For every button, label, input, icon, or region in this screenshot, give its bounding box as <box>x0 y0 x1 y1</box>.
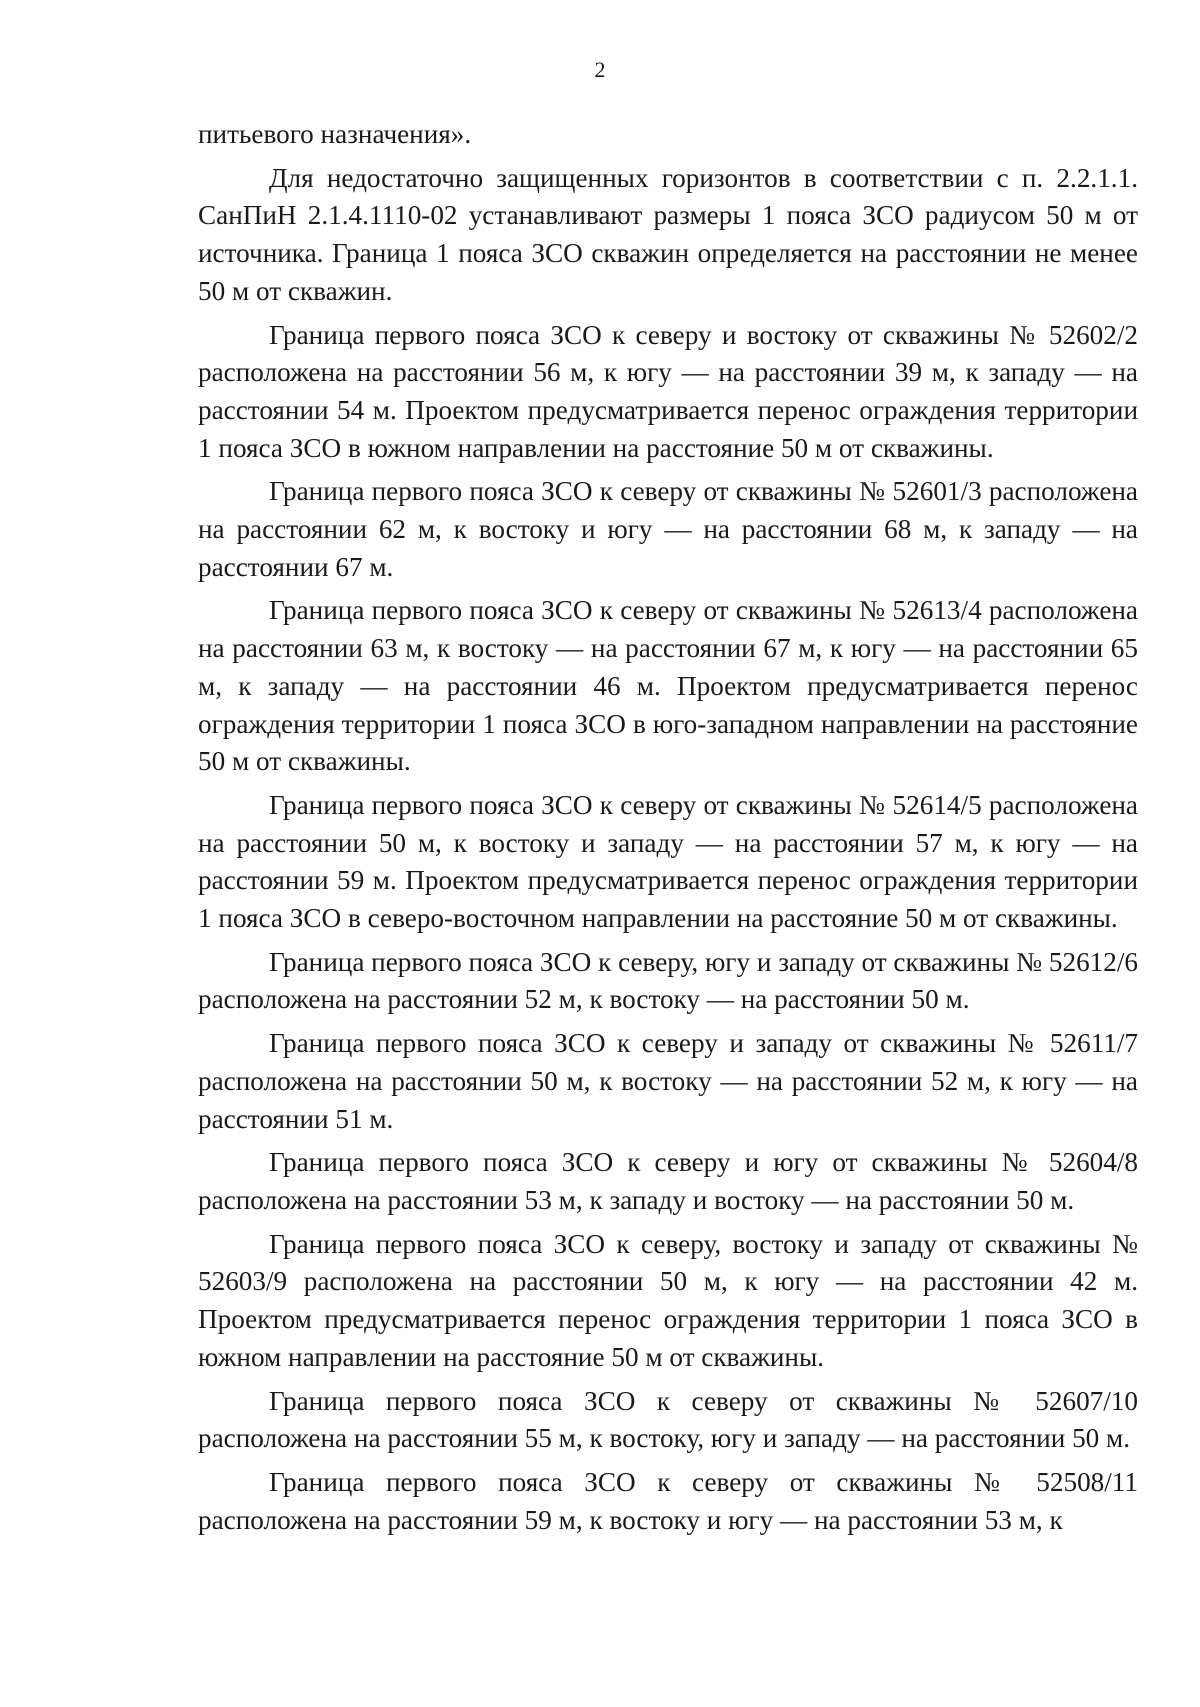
paragraph-well-52602-2: Граница первого пояса ЗСО к северу и востоку от скважины № 52602/2 расположена на расстоянии 56 м, к югу — на расстоянии 39 м, к западу — на расстоянии 54 м. Проектом предусматривается перенос ограждения территории 1 пояса ЗСО в южном направлении на расстояние 50 м от скважины. <box>198 319 1138 463</box>
document-body <box>198 116 1138 1545</box>
paragraph-continuation: питьевого назначения». <box>198 119 472 149</box>
paragraph-well-52607-10: Граница первого пояса ЗСО к северу от скважины № 52607/10 расположена на расстоянии 55 м, к востоку, югу и западу — на расстоянии 50 м. <box>198 1385 1138 1454</box>
paragraph-well-52601-3: Граница первого пояса ЗСО к северу от скважины № 52601/3 расположена на расстоянии 62 м, к востоку и югу — на расстоянии 68 м, к западу — на расстоянии 67 м. <box>198 476 1138 582</box>
paragraph-well-52604-8: Граница первого пояса ЗСО к северу и югу от скважины № 52604/8 расположена на расстоянии 53 м, к западу и востоку — на расстоянии 50 м. <box>198 1147 1138 1215</box>
paragraph-well-52613-4: Граница первого пояса ЗСО к северу от скважины № 52613/4 расположена на расстоянии 63 м, к востоку — на расстоянии 67 м, к югу — на расстоянии 65 м, к западу — на расстоянии 46 м. Проектом предусматривается перенос ограждения территории 1 пояса ЗСО в юго-западном направлении на расстояние 50 м от скважины. <box>198 595 1138 777</box>
paragraph-well-52614-5: Граница первого пояса ЗСО к северу от скважины № 52614/5 расположена на расстоянии 50 м, к востоку и западу — на расстоянии 57 м, к югу — на расстоянии 59 м. Проектом предусматривается перенос ограждения территории 1 пояса ЗСО в северо-восточном направлении на расстояние 50 м от скважины. <box>198 789 1138 934</box>
page-number: 2 <box>594 57 606 82</box>
paragraph-well-52508-11: Граница первого пояса ЗСО к северу от скважины № 52508/11 расположена на расстоянии 59 м, к востоку и югу — на расстоянии 53 м, к <box>198 1466 1138 1535</box>
paragraph-well-52603-9: Граница первого пояса ЗСО к северу, востоку и западу от скважины № 52603/9 расположена на расстоянии 50 м, к югу — на расстоянии 42 м. Проектом предусматривается перенос ограждения территории 1 пояса ЗСО в южном направлении на расстояние 50 м от скважины. <box>198 1228 1138 1372</box>
paragraph-sanpin-requirements: Для недостаточно защищенных горизонтов в соответствии с п. 2.2.1.1. СанПиН 2.1.4.1110-02 устанавливают размеры 1 пояса ЗСО радиусом 50 м от источника. Граница 1 пояса ЗСО скважин определяется на расстоянии не менее 50 м от скважин. <box>198 162 1138 306</box>
paragraph-well-52612-6: Граница первого пояса ЗСО к северу, югу и западу от скважины № 52612/6 расположена на расстоянии 52 м, к востоку — на расстоянии 50 м. <box>198 946 1139 1015</box>
paragraph-well-52611-7: Граница первого пояса ЗСО к северу и западу от скважины № 52611/7 расположена на расстоянии 50 м, к востоку — на расстоянии 52 м, к югу — на расстоянии 51 м. <box>198 1028 1138 1134</box>
